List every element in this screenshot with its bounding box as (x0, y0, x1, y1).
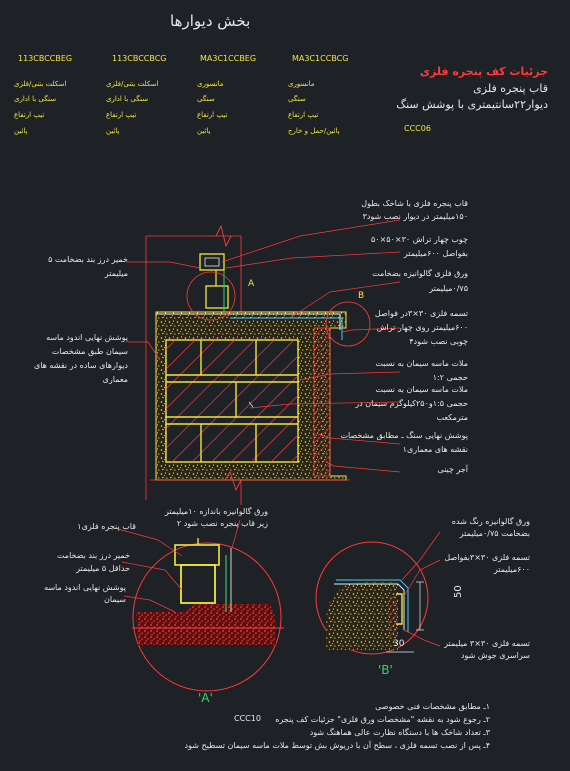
detail-a-note-sealant-2: حداقل ۵ میلیمتر (76, 564, 130, 573)
note-sheet-1: ورق فلزی گالوانیزه بضخامت (372, 269, 468, 278)
code-3: MA3C1CCBEG (200, 54, 257, 63)
detail-a-note-plaster-2: سیمان (103, 595, 126, 604)
col3-row3: تیپ ارتفاع (197, 111, 228, 119)
col3-row2: سنگی (197, 95, 215, 103)
footer-note-2: ۲ـ رجوع شود به نقشه "مشخصات ورق فلزی" جزئیات کف پنجره (275, 715, 490, 724)
subtitle-frame: قاب پنجره فلزی (473, 82, 548, 95)
detail-a-note-plaster-1: پوشش نهایی اندود ماسه (44, 583, 126, 592)
footer-note-4: ۴ـ پس از نصب تسمه فلزی ، سطح آن با دریوش بش توسط ملات ماسه سیمان تسطیح شود (184, 741, 490, 750)
detail-b-drawing (316, 532, 440, 654)
detail-a-note-frame: قاب پنجره فلزی۱ (77, 522, 136, 531)
note-strap-2: ۶۰۰میلیمتر روی چهار تراش (376, 323, 468, 332)
callout-tag-b: B (358, 291, 365, 301)
note-timber-1: چوب چهار تراش ۳۰×۵۰×۵۰ (371, 235, 468, 244)
note-plaster-1: پوشش نهایی اندود ماسه (46, 333, 128, 342)
subtitle-wall: دیوار۲۲سانتیمتری با پوشش سنگ (396, 98, 548, 111)
detail-b-label: 'B' (378, 663, 393, 677)
detail-a-label: 'A' (198, 691, 213, 705)
note-sheet-2: ۰/۷۵میلیمتر (429, 284, 468, 293)
col2-row2: سنگی با اداری (106, 95, 149, 103)
note-mortar2-3: مترمکعب (436, 413, 468, 422)
detail-b-note-weld-1: تسمه فلزی ۳۰×۳ میلیمتر (444, 639, 530, 648)
col2-row1: اسکلت بتنی/فلزی (106, 80, 159, 88)
note-plaster-4: معماری (102, 375, 128, 384)
col2-row3: تیپ ارتفاع (106, 111, 137, 119)
col3-row4: پائین (197, 127, 211, 135)
detail-b-note-sheet-1: ورق گالوانیزه رنگ شده (451, 517, 530, 526)
note-plaster-2: سیمان طبق مشخصات (51, 347, 128, 356)
col4-row2: سنگی (288, 95, 306, 103)
callout-tag-a: A (248, 279, 255, 289)
detail-b-note-sheet-2: بضخامت ۰/۷۵میلیمتر (459, 529, 530, 538)
detail-title: جزئیات کف پنجره فلزی (419, 65, 548, 78)
col4-row3: تیپ ارتفاع (288, 111, 319, 119)
dim-50: 50 (453, 585, 464, 598)
detail-b-note-weld-2: سراسری جوش شود (460, 651, 530, 660)
footer-note-1: ۱ـ مطابق مشخصات فنی خصوصی (375, 702, 490, 711)
col1-row4: پائین (14, 127, 28, 135)
note-mortar2-2: حجمی ۱:۵و۲۵۰کیلوگرم سیمان در (355, 399, 468, 408)
dim-30: 30 (393, 639, 405, 649)
col4-row4: پائین/حمل و خارج (288, 127, 340, 135)
code-4: MA3C1CCBCG (292, 54, 349, 63)
note-brick: آجر چینی (437, 465, 468, 474)
detail-a-note-sheet-2: زیر قاب پنجره نصب شود ۲ (176, 519, 268, 528)
sheet-code: CCC06 (404, 124, 431, 133)
note-stone-1: پوشش نهایی سنگ ـ مطابق مشخصات (340, 431, 468, 440)
note-mortar2-1: ملات ماسه سیمان به نسبت (375, 385, 468, 394)
page-title: بخش دیوارها (170, 12, 251, 30)
footer-note-2-code: CCC10 (234, 714, 261, 723)
note-mortar1-1: ملات ماسه سیمان به نسبت (375, 359, 468, 368)
code-1: 113CBCCBEG (18, 54, 73, 63)
note-frame-anchor-2: ۱۵۰میلیمتر در دیوار نصب شود۳ (362, 212, 468, 221)
col1-row2: سنگی با اداری (14, 95, 57, 103)
note-sealant-2: میلیمتر (104, 269, 128, 278)
note-stone-2: نقشه های معماری۱ (402, 445, 468, 454)
note-strap-3: چوبی نصب شود۴ (409, 337, 468, 346)
code-2: 113CBCCBCG (112, 54, 167, 63)
col4-row1: مانسوری (288, 80, 315, 88)
col1-row3: تیپ ارتفاع (14, 111, 45, 119)
main-section (146, 226, 370, 505)
detail-b-note-strap-1: تسمه فلزی ۳۰×۳بفواصل (444, 553, 530, 562)
col2-row4: پائین (106, 127, 120, 135)
col3-row1: مانسوری (197, 80, 224, 88)
note-frame-anchor-1: قاب پنجره فلزی با شاخک بطول (361, 199, 468, 208)
detail-b-note-strap-2: ۶۰۰میلیمتر (493, 565, 530, 574)
footer-note-3: ۳ـ تعداد شاخک ها با دستگاه نظارت عالی هماهنگ شود (309, 728, 490, 737)
note-mortar1-2: حجمی ۱:۲ (432, 373, 468, 382)
detail-a-note-sealant-1: خمیر درز بند بضخامت (56, 551, 130, 560)
detail-a-note-sheet-1: ورق گالوانیزه باندازه ۱۰میلیمتر (164, 507, 268, 516)
note-plaster-3: دیوارهای ساده در نقشه های (33, 361, 128, 370)
col1-row1: اسکلت بتنی/فلزی (14, 80, 67, 88)
note-timber-2: بفواصل ۶۰۰میلیمتر (403, 249, 468, 258)
detail-a-drawing (118, 520, 284, 691)
note-sealant-1: خمیر درز بند بضخامت ۵ (48, 255, 128, 264)
note-strap-1: تسمه فلزی ۳۰×۳در فواصل (374, 309, 468, 318)
